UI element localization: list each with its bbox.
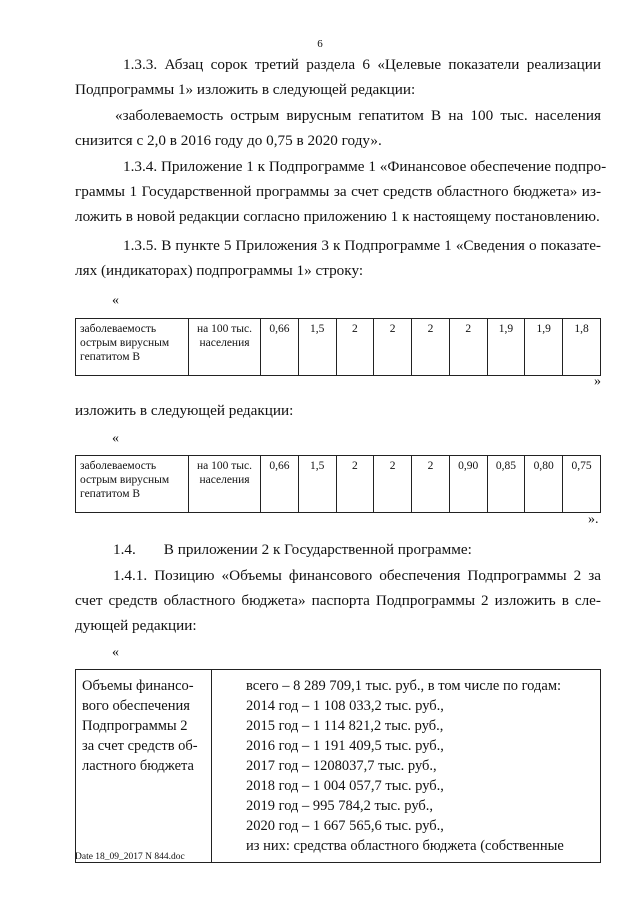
page-number: 6 (317, 38, 323, 50)
financing-table (75, 669, 601, 863)
value-cell: 0,66 (261, 456, 299, 513)
value-cell: 2 (336, 319, 374, 376)
paragraph-1-3-4 (75, 154, 607, 229)
paragraph-1-4-1 (75, 563, 601, 638)
content-line: 2016 год – 1 191 409,5 тыс. руб., (246, 738, 444, 754)
label-line: Объемы финансо- (82, 678, 194, 694)
value-cell: 2 (412, 456, 450, 513)
open-quote: « (112, 293, 119, 308)
table-row (76, 670, 601, 863)
text-line: 1.3.3. Абзац сорок третий раздела 6 «Целевые показатели реализации (123, 56, 601, 73)
value-cell: 1,8 (563, 319, 601, 376)
table-row (76, 456, 601, 513)
financing-content-cell (212, 670, 601, 863)
footer-doc-id: Date 18_09_2017 N 844.doc (75, 852, 185, 862)
value-cell: 0,90 (449, 456, 487, 513)
value-cell: 0,66 (261, 319, 299, 376)
text-line: 1.3.4. Приложение 1 к Подпрограмме 1 «Финансовое обеспечение подпро- (123, 158, 607, 175)
content-line: 2019 год – 995 784,2 тыс. руб., (246, 798, 434, 814)
value-cell: 1,5 (298, 319, 336, 376)
value-cell: 0,85 (487, 456, 525, 513)
text-line (75, 537, 601, 562)
unit-cell: на 100 тыс. населения (189, 319, 261, 376)
table-row (76, 319, 601, 376)
value-cell: 0,75 (563, 456, 601, 513)
value-cell: 2 (412, 319, 450, 376)
value-cell: 2 (449, 319, 487, 376)
section-number: 1.4. (113, 541, 136, 558)
text-line: дующей редакции: (75, 617, 197, 634)
value-cell: 1,5 (298, 456, 336, 513)
text-line: снизится с 2,0 в 2016 году до 0,75 в 2020 году». (75, 132, 382, 149)
label-line: ластного бюджета (82, 758, 194, 774)
indicator-table-new (75, 455, 601, 513)
text-line: 1.3.5. В пункте 5 Приложения 3 к Подпрограмме 1 «Сведения о показате- (123, 237, 601, 254)
text-line: Подпрограммы 1» изложить в следующей редакции: (75, 81, 416, 98)
open-quote: « (112, 431, 119, 446)
value-cell: 2 (336, 456, 374, 513)
value-cell: 1,9 (525, 319, 563, 376)
value-cell: 1,9 (487, 319, 525, 376)
replace-text (75, 398, 601, 423)
content-line: 2014 год – 1 108 033,2 тыс. руб., (246, 698, 444, 714)
content-line: 2018 год – 1 004 057,7 тыс. руб., (246, 778, 444, 794)
paragraph-1-3-3 (75, 52, 601, 102)
text-line: изложить в следующей редакции: (75, 402, 294, 419)
value-cell: 0,80 (525, 456, 563, 513)
unit-cell: на 100 тыс. населения (189, 456, 261, 513)
indicator-table-old (75, 318, 601, 376)
content-line: 2020 год – 1 667 565,6 тыс. руб., (246, 818, 444, 834)
indicator-name-cell: заболеваемость острым вирусным гепатитом В (76, 319, 189, 376)
indicator-name-cell: заболеваемость острым вирусным гепатитом В (76, 456, 189, 513)
value-cell: 2 (374, 456, 412, 513)
value-cell: 2 (374, 319, 412, 376)
quote-1-3-3 (75, 103, 601, 153)
text-line: граммы 1 Государственной программы за счет средств областного бюджета» из- (75, 183, 601, 200)
text-line: «заболеваемость острым вирусным гепатитом В на 100 тыс. населения (115, 107, 601, 124)
paragraph-1-4 (75, 537, 601, 562)
close-quote-dot: ». (588, 512, 599, 527)
content-line: из них: средства областного бюджета (собственные (246, 838, 564, 854)
text-line: ложить в новой редакции согласно приложению 1 к настоящему постановлению. (75, 208, 600, 225)
open-quote: « (112, 645, 119, 660)
financing-label-cell (76, 670, 212, 863)
close-quote: » (594, 374, 601, 389)
content-line: 2015 год – 1 114 821,2 тыс. руб., (246, 718, 444, 734)
label-line: Подпрограммы 2 (82, 718, 188, 734)
content-line: всего – 8 289 709,1 тыс. руб., в том числе по годам: (246, 678, 562, 694)
label-line: вого обеспечения (82, 698, 190, 714)
text-line: 1.4.1. Позицию «Объемы финансового обеспечения Подпрограммы 2 за (113, 567, 601, 584)
paragraph-1-3-5 (75, 233, 601, 283)
text-line: лях (индикаторах) подпрограммы 1» строку: (75, 262, 364, 279)
content-line: 2017 год – 1208037,7 тыс. руб., (246, 758, 437, 774)
text-line: счет средств областного бюджета» паспорта Подпрограммы 2 изложить в сле- (75, 592, 601, 609)
label-line: за счет средств об- (82, 738, 198, 754)
section-text: В приложении 2 к Государственной программе: (163, 541, 472, 558)
